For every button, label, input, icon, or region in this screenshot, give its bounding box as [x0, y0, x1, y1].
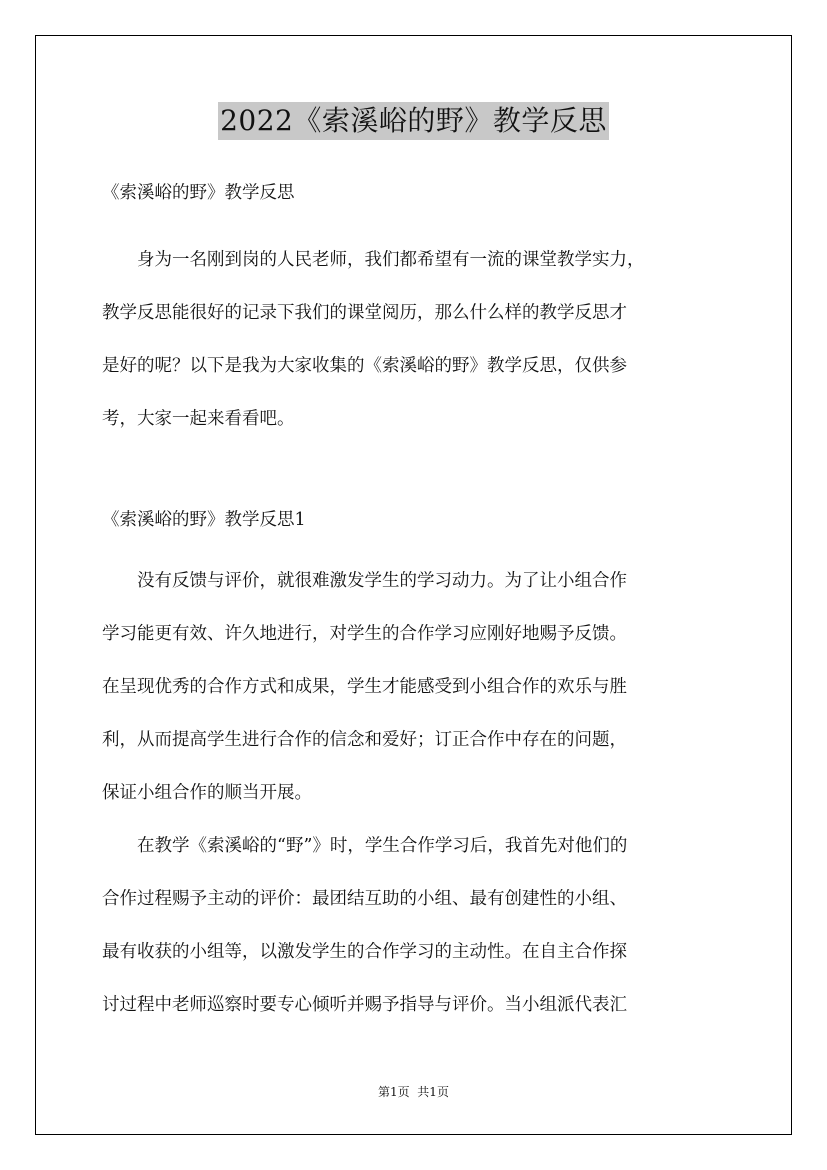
paragraph-feedback [102, 555, 752, 820]
paragraph-line: 讨过程中老师巡察时要专心倾听并赐予指导与评价。当小组派代表汇 [102, 995, 627, 1015]
intro-line: 考，大家一起来看看吧。 [102, 409, 295, 429]
page-number-footer: 第1页 共1页 [378, 1085, 449, 1099]
document-body [102, 176, 752, 1032]
paragraph-line: 在教学《索溪峪的“野”》时，学生合作学习后，我首先对他们的 [137, 836, 628, 856]
intro-line: 是好的呢？以下是我为大家收集的《索溪峪的野》教学反思，仅供参 [102, 356, 627, 376]
intro-line: 教学反思能很好的记录下我们的课堂阅历，那么什么样的教学反思才 [102, 303, 627, 323]
paragraph-line: 合作过程赐予主动的评价：最团结互助的小组、最有创建性的小组、 [102, 889, 627, 909]
paragraph-line: 最有收获的小组等，以激发学生的合作学习的主动性。在自主合作探 [102, 942, 627, 962]
intro-paragraph [102, 234, 752, 446]
paragraph-line: 学习能更有效、许久地进行，对学生的合作学习应刚好地赐予反馈。 [102, 624, 627, 644]
paragraph-line: 没有反馈与评价，就很难激发学生的学习动力。为了让小组合作 [137, 571, 627, 591]
section-heading-reflection-1: 《索溪峪的野》教学反思1 [102, 510, 306, 530]
paragraph-line: 保证小组合作的顺当开展。 [102, 783, 312, 803]
paragraph-line: 在呈现优秀的合作方式和成果，学生才能感受到小组合作的欢乐与胜 [102, 677, 627, 697]
paragraph-teaching [102, 820, 752, 1032]
intro-line: 身为一名刚到岗的人民老师，我们都希望有一流的课堂教学实力， [137, 250, 645, 270]
section-heading-intro: 《索溪峪的野》教学反思 [102, 183, 295, 203]
document-title: 2022《索溪峪的野》教学反思 [218, 102, 609, 140]
paragraph-line: 利，从而提高学生进行合作的信念和爱好；订正合作中存在的问题， [102, 730, 627, 750]
title-container [0, 102, 827, 140]
